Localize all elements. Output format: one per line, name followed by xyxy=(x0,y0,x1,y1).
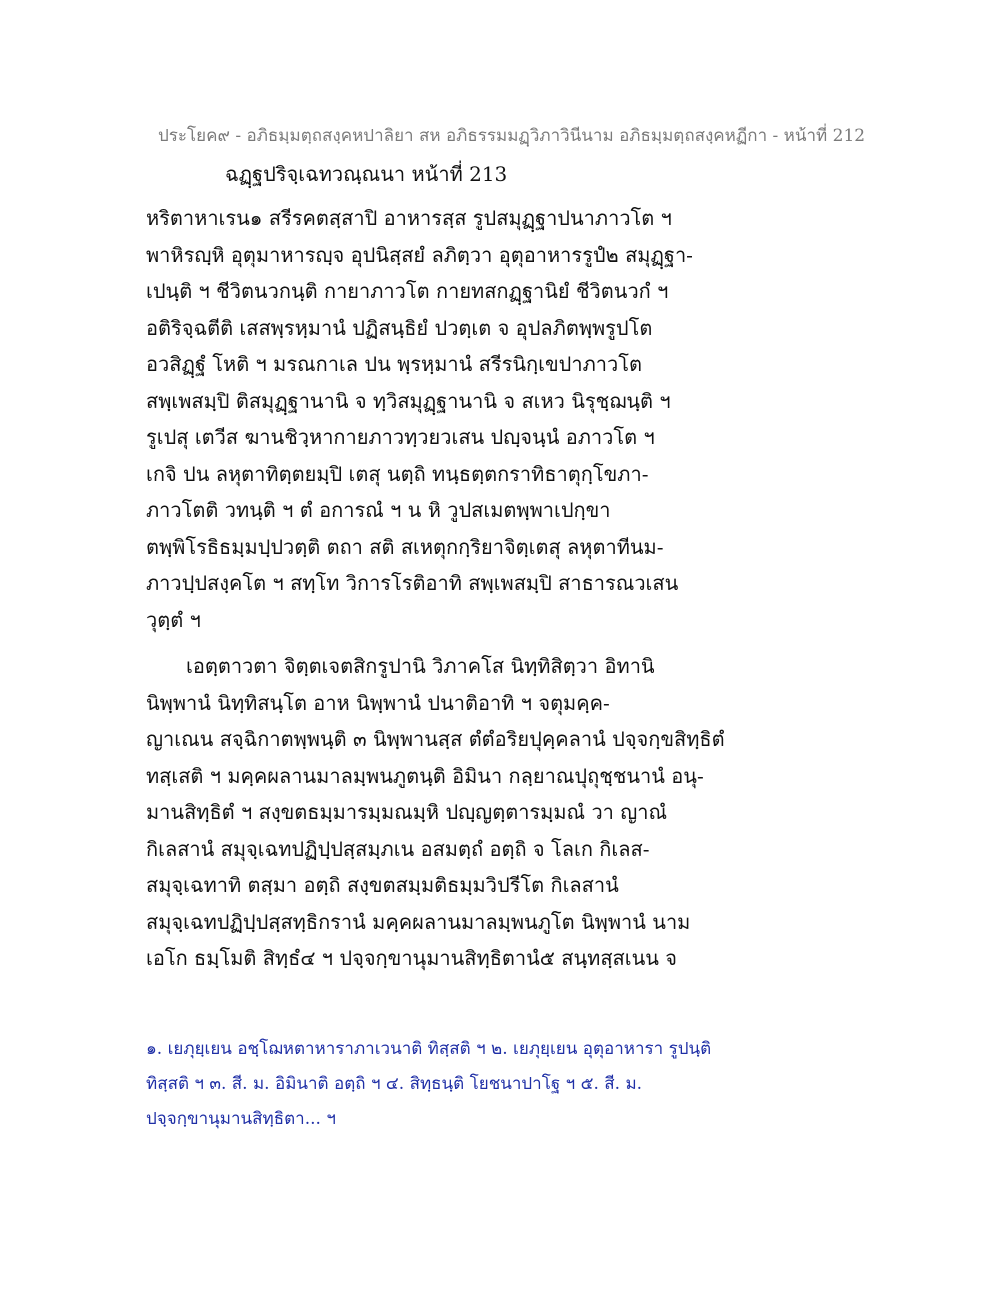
body-text xyxy=(146,200,866,977)
text-line: เอโก ธมฺโมติ สิทฺธํ๔ ฯ ปจฺจกฺขานุมานสิทฺธิตานํ๕ สนฺทสฺสเนน จ xyxy=(146,946,678,970)
text-line: วุตฺตํ ฯ xyxy=(146,607,201,632)
text-line: สมุจฺเฉทปฏิปฺปสฺสทฺธิกรานํ มคฺคผลานมาลมฺพนภูโต นิพฺพานํ นาม xyxy=(146,909,691,934)
footnote-line: ๑. เยภุยฺเยน อชฺโฌหตาหาราภาเวนาติ ทิสฺสติ ฯ ๒. เยภุยฺเยน อุตุอาหารา รูปนฺติ xyxy=(146,1039,712,1059)
text-line: ตพฺพิโรธิธมฺมปฺปวตฺติ ตถา สติ สเหตุกกฺริยาจิตฺเตสุ ลหุตาทีนม- xyxy=(146,534,664,559)
text-line: กิเลสานํ สมุจฺเฉทปฏิปฺปสฺสมฺภเน อสมตฺถํ อตฺถิ จ โลเก กิเลส- xyxy=(146,836,650,861)
paragraph-1 xyxy=(146,200,866,638)
footnote-line: ปจฺจกฺขานุมานสิทฺธิตา... ฯ xyxy=(146,1109,336,1129)
text-line: มานสิทฺธิตํ ฯ สงฺขตธมฺมารมฺมณมฺหิ ปญฺญตฺตารมฺมณํ วา ญาณํ xyxy=(146,800,668,824)
section-header: ฉฏฺฐปริจฺเฉทวณฺณนา หน้าที่ 213 xyxy=(225,162,508,186)
text-line: รูเปสุ เตวีส ฆานชิวฺหากายภาวทฺวยวเสน ปญฺจนฺนํ อภาวโต ฯ xyxy=(146,425,655,449)
text-line: เกจิ ปน ลหุตาทิตฺตยมฺปิ เตสุ นตฺถิ ทนฺธตฺตกราทิธาตุกฺโขภา- xyxy=(146,461,649,486)
text-line: สมุจฺเฉทาทิ ตสฺมา อตฺถิ สงฺขตสมฺมติธมฺมวิปรีโต กิเลสานํ xyxy=(146,873,619,897)
footnotes xyxy=(146,1032,866,1137)
text-line: ภาวปฺปสงฺคโต ฯ สทฺโท วิการโรติอาทิ สพฺเพสมฺปิ สาธารณวเสน xyxy=(146,571,679,595)
text-line: เปนฺติ ฯ ชีวิตนวกนฺติ กายาภาวโต กายทสกฏฺฐานิยํ ชีวิตนวกํ ฯ xyxy=(146,279,669,303)
text-line: ญาเณน สจฺฉิกาตพฺพนฺติ ๓ นิพฺพานสฺส ตํตํอริยปุคฺคลานํ ปจฺจกฺขสิทฺธิตํ xyxy=(146,727,725,751)
text-line: เอตฺตาวตา จิตฺตเจตสิกรูปานิ วิภาคโส นิทฺทิสิตฺวา อิทานิ xyxy=(186,654,655,678)
running-header: ประโยค๙ - อภิธมฺมตฺถสงฺคหปาลิยา สห อภิธรรมมฏฺวิภาวินีนาม อภิธมฺมตฺถสงฺคหฏีกา - หน้าที่ 212 xyxy=(158,126,866,146)
paragraph-2 xyxy=(146,648,866,977)
text-line: อวสิฏฺฐํ โหติ ฯ มรณกาเล ปน พฺรหฺมานํ สรีรนิกฺเขปาภาวโต xyxy=(146,352,642,376)
text-line: พาหิรญฺหิ อุตุมาหารญฺจ อุปนิสฺสยํ ลภิตฺวา อุตุอาหารรูปํ๒ สมุฏฺฐา- xyxy=(146,242,693,267)
footnote-line: ทิสฺสติ ฯ ๓. สี. ม. อิมินาติ อตฺถิ ฯ ๔. สิทฺธนฺติ โยชนาปาโฐ ฯ ๕. สี. ม. xyxy=(146,1074,643,1094)
text-line: สพฺเพสมฺปิ ติสมุฏฺฐานานิ จ ทฺวิสมุฏฺฐานานิ จ สเหว นิรุชฺฌนฺติ ฯ xyxy=(146,388,671,413)
text-line: นิพฺพานํ นิทฺทิสนฺโต อาห นิพฺพานํ ปนาติอาทิ ฯ จตุมคฺค- xyxy=(146,690,610,715)
text-line: ทสฺเสติ ฯ มคฺคผลานมาลมฺพนภูตนฺติ อิมินา กลฺยาณปุถุชฺชนานํ อนุ- xyxy=(146,763,704,788)
text-line: หริตาหาเรน๑ สรีรคตสฺสาปิ อาหารสฺส รูปสมุฏฺฐาปนาภาวโต ฯ xyxy=(146,206,672,230)
text-line: ภาวโตติ วทนฺติ ฯ ตํ อการณํ ฯ น หิ วูปสเมตพฺพาเปกฺขา xyxy=(146,498,611,522)
text-line: อติริจฺฉตีติ เสสพฺรหฺมานํ ปฏิสนฺธิยํ ปวตฺเต จ อุปลภิตพฺพรูปโต xyxy=(146,315,653,340)
paragraph-gap xyxy=(146,638,866,648)
